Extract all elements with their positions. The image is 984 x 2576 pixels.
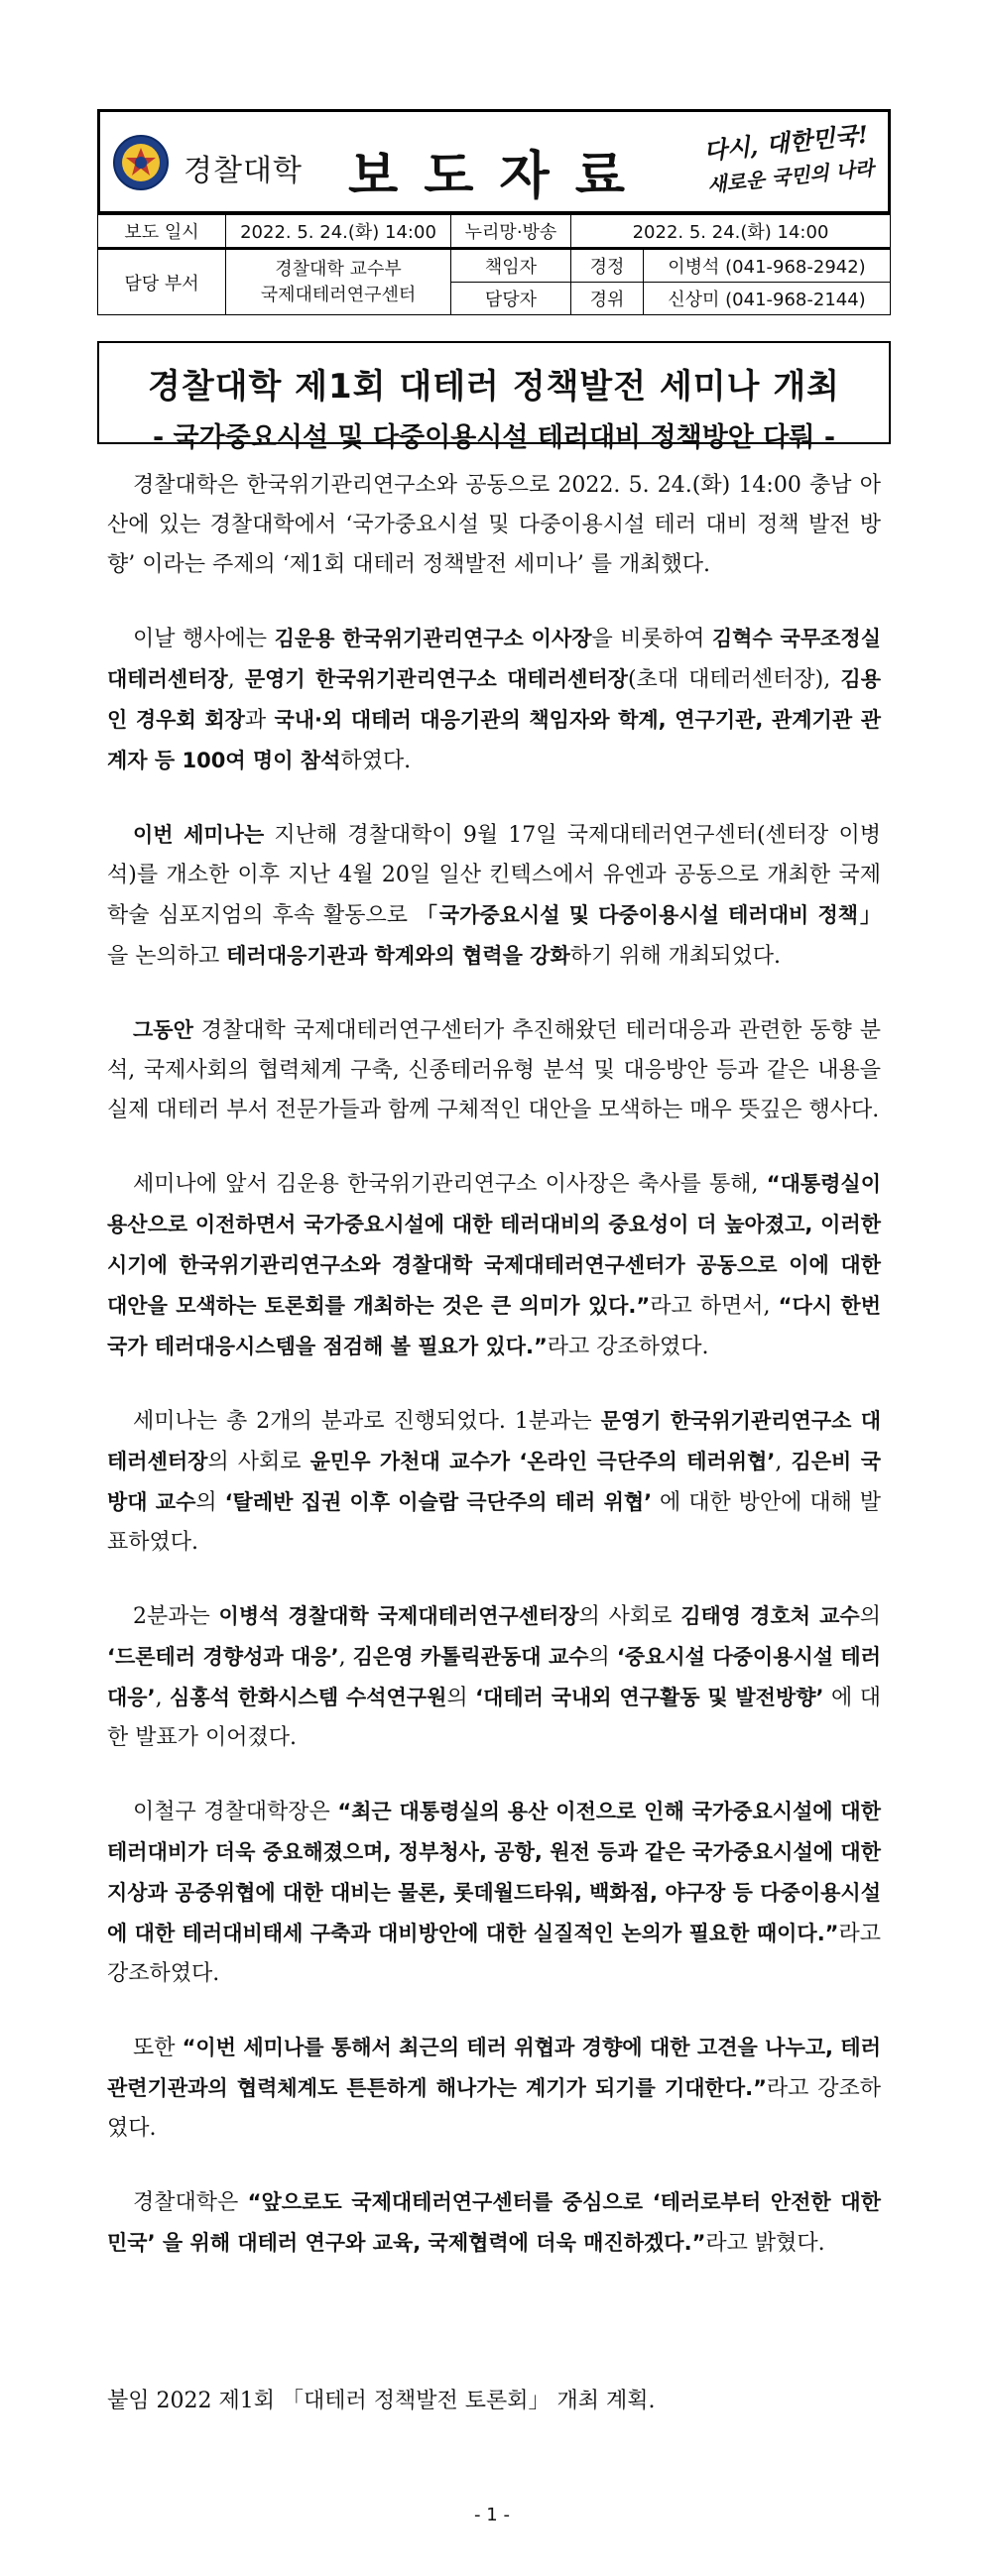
attachment-note: 붙임 2022 제1회 「대테러 정책발전 토론회」 개최 계획. (107, 2389, 656, 2413)
emphasized-text: 이번 세미나는 (133, 823, 265, 847)
paragraph-text: 세미나에 앞서 김운용 한국위기관리연구소 이사장은 축사를 통해, (133, 1172, 767, 1197)
article-paragraph (107, 1596, 881, 1758)
emphasized-text: “다시 한번 국가 테러대응시스템을 점검해 볼 필요가 있다.” (107, 1294, 881, 1358)
emphasized-text: “이번 세미나를 통해서 최근의 테러 위협과 경향에 대한 고견을 나누고, 테러관련기관과의 협력체계도 튼튼하게 해나가는 계기가 되기를 기대한다.” (107, 2036, 881, 2100)
emphasized-text: 김용인 경우회 회장 (107, 667, 881, 732)
online-broadcast-value: 2022. 5. 24.(화) 14:00 (571, 215, 891, 249)
paragraph-text: , (775, 1450, 792, 1474)
emphasized-text: 「국가중요시설 및 다중이용시설 테러대비 정책」 (416, 903, 881, 927)
emphasized-text: 김운용 한국위기관리연구소 이사장 (274, 627, 592, 650)
emphasized-text: ‘대테러 국내외 연구활동 및 발전방향’ (475, 1686, 824, 1709)
online-broadcast-label: 누리망·방송 (451, 215, 571, 249)
organization-name: 경찰대학 (184, 154, 303, 188)
paragraph-text: 을 논의하고 (107, 944, 227, 969)
emphasized-text: ‘드론테러 경향성과 대응’ (107, 1645, 339, 1669)
article-paragraph (107, 1010, 881, 1130)
staff-rank: 경위 (571, 283, 644, 315)
paragraph-text: 에 대한 발표가 이어졌다. (107, 1686, 881, 1750)
paragraph-text: 에 대한 방안에 대해 발표하였다. (107, 1490, 881, 1555)
paragraph-text: 의 (859, 1604, 881, 1629)
police-emblem-icon (112, 134, 170, 191)
paragraph-text: 의 (588, 1645, 617, 1670)
emphasized-text: 김은비 국방대 교수 (107, 1450, 881, 1514)
government-slogan (702, 117, 877, 201)
responsible-contact: 이병석 (041-968-2942) (644, 249, 891, 283)
paragraph-text: 세미나는 총 2개의 분과로 진행되었다. 1분과는 (133, 1409, 601, 1434)
department-value (226, 249, 451, 315)
article-paragraph (107, 1401, 881, 1563)
document-type-title: 보도자료 (348, 147, 651, 206)
article-paragraph (107, 1792, 881, 1994)
header-banner (97, 109, 891, 214)
paragraph-text: , (227, 667, 245, 692)
release-date-value: 2022. 5. 24.(화) 14:00 (226, 215, 451, 249)
staff-label: 담당자 (451, 283, 571, 315)
paragraph-text: 의 사회로 (578, 1604, 681, 1629)
paragraph-text: , (155, 1686, 171, 1710)
page-number: - 1 - (474, 2505, 510, 2525)
article-paragraph (107, 2182, 881, 2264)
slogan-line-1: 다시, 대한민국! (702, 119, 870, 166)
staff-contact: 신상미 (041-968-2144) (644, 283, 891, 315)
emphasized-text: “앞으로도 국제대테러연구센터를 중심으로 ‘테러로부터 안전한 대한민국’ 을 위해 대테러 연구와 교육, 국제협력에 더욱 매진하겠다.” (107, 2190, 881, 2255)
department-line-2: 국제대테러연구센터 (260, 284, 417, 305)
paragraph-text: , (338, 1645, 353, 1670)
paragraph-text: 라고 하면서, (650, 1294, 779, 1319)
paragraph-text: 경찰대학은 (133, 2190, 248, 2215)
emphasized-text: 윤민우 가천대 교수가 ‘온라인 극단주의 테러위협’ (309, 1450, 776, 1473)
emphasized-text: 그동안 (133, 1018, 193, 1042)
paragraph-text: 경찰대학은 한국위기관리연구소와 공동으로 2022. 5. 24.(화) 14:00 충남 아산에 있는 경찰대학에서 ‘국가중요시설 및 다중이용시설 테러 대비 정책 발전 방향’ 이라는 주제의 ‘제1회 대테러 정책발전 세미나’ 를 개최했다. (107, 473, 881, 577)
paragraph-text: (초대 대테러센터장), (627, 667, 841, 692)
paragraph-text: 을 비롯하여 (591, 627, 712, 651)
paragraph-text: 의 사회로 (207, 1450, 310, 1474)
article-body (107, 466, 881, 2297)
responsible-rank: 경정 (571, 249, 644, 283)
emphasized-text: 문영기 한국위기관리연구소 대테러센터장 (107, 1409, 882, 1473)
emphasized-text: “최근 대통령실의 용산 이전으로 인해 국가중요시설에 대한 테러대비가 더욱 중요해졌으며, 정부청사, 공항, 원전 등과 같은 국가중요시설에 대한 지상과 공중위협에 대한 대비는 물론, 롯데월드타워, 백화점, 야구장 등 다중이용시설에 대한 테러대비태세 구축과 대비방안에 대한 실질적인 논의가 필요한 때이다.” (107, 1800, 881, 1945)
article-paragraph (107, 1164, 881, 1367)
department-label: 담당 부서 (98, 249, 226, 315)
emphasized-text: “대통령실이 용산으로 이전하면서 국가중요시설에 대한 테러대비의 중요성이 더 높아졌고, 이러한 시기에 한국위기관리연구소와 경찰대학 국제대테러연구센터가 공동으로 이에 대한 대안을 모색하는 토론회를 개최하는 것은 큰 의미가 있다.” (107, 1172, 881, 1318)
paragraph-text: 의 (446, 1686, 476, 1710)
emphasized-text: 김태영 경호처 교수 (680, 1604, 860, 1628)
emphasized-text: 테러대응기관과 학계와의 협력을 강화 (226, 944, 570, 968)
emphasized-text: 국내·외 대테러 대응기관의 책임자와 학계, 연구기관, 관계기관 관계자 등 100여 명이 참석 (107, 708, 881, 772)
emphasized-text: ‘중요시설 다중이용시설 테러 대응’ (107, 1645, 881, 1709)
emphasized-text: ‘탈레반 집권 이후 이슬람 극단주의 테러 위협’ (224, 1490, 653, 1514)
slogan-line-2: 새로운 국민의 나라 (705, 156, 876, 197)
emphasized-text: 김혁수 국무조정실 대테러센터장 (107, 627, 881, 691)
paragraph-text: 또한 (133, 2036, 183, 2060)
release-date-label: 보도 일시 (98, 215, 226, 249)
paragraph-text: 라고 강조하였다. (107, 2076, 881, 2141)
paragraph-text: 경찰대학 국제대테러연구센터가 추진해왔던 테러대응과 관련한 동향 분석, 국제사회의 협력체계 구축, 신종테러유형 분석 및 대응방안 등과 같은 내용을 실제 대테러 부서 전문가들과 함께 구체적인 대안을 모색하는 매우 뜻깊은 행사다. (107, 1018, 881, 1122)
paragraph-text: 라고 강조하였다. (107, 1922, 881, 1986)
emphasized-text: 이병석 경찰대학 국제대테러연구센터장 (218, 1604, 579, 1628)
emphasized-text: 문영기 한국위기관리연구소 대테러센터장 (244, 667, 628, 691)
department-line-1: 경찰대학 교수부 (275, 258, 402, 280)
paragraph-text: 라고 밝혔다. (705, 2231, 825, 2256)
emphasized-text: 심홍석 한화시스템 수석연구원 (170, 1686, 447, 1709)
headline-subtitle: - 국가중요시설 및 다중이용시설 테러대비 정책방안 다뤄 - (152, 422, 836, 453)
paragraph-text: 이날 행사에는 (133, 627, 275, 651)
article-paragraph (107, 619, 881, 781)
article-paragraph (107, 2028, 881, 2149)
paragraph-text: 지난해 경찰대학이 9월 17일 국제대테러연구센터(센터장 이병석)를 개소한 이후 지난 4월 20일 일산 킨텍스에서 유엔과 공동으로 개최한 국제학술 심포지엄의 후속 활동으로 (107, 823, 881, 928)
paragraph-text: 과 (244, 708, 275, 733)
emphasized-text: 김은영 카톨릭관동대 교수 (352, 1645, 589, 1669)
paragraph-text: 이철구 경찰대학장은 (133, 1800, 338, 1824)
headline-box (97, 341, 891, 453)
paragraph-text: 라고 강조하였다. (547, 1335, 709, 1359)
paragraph-text: 2분과는 (133, 1604, 219, 1629)
article-paragraph (107, 815, 881, 977)
paragraph-text: 하기 위해 개최되었다. (569, 944, 782, 969)
headline-title: 경찰대학 제1회 대테러 정책발전 세미나 개최 (147, 367, 841, 407)
paragraph-text: 의 (195, 1490, 225, 1515)
responsible-label: 책임자 (451, 249, 571, 283)
release-info-table (97, 214, 891, 315)
paragraph-text: 하였다. (340, 749, 412, 773)
article-paragraph (107, 466, 881, 585)
